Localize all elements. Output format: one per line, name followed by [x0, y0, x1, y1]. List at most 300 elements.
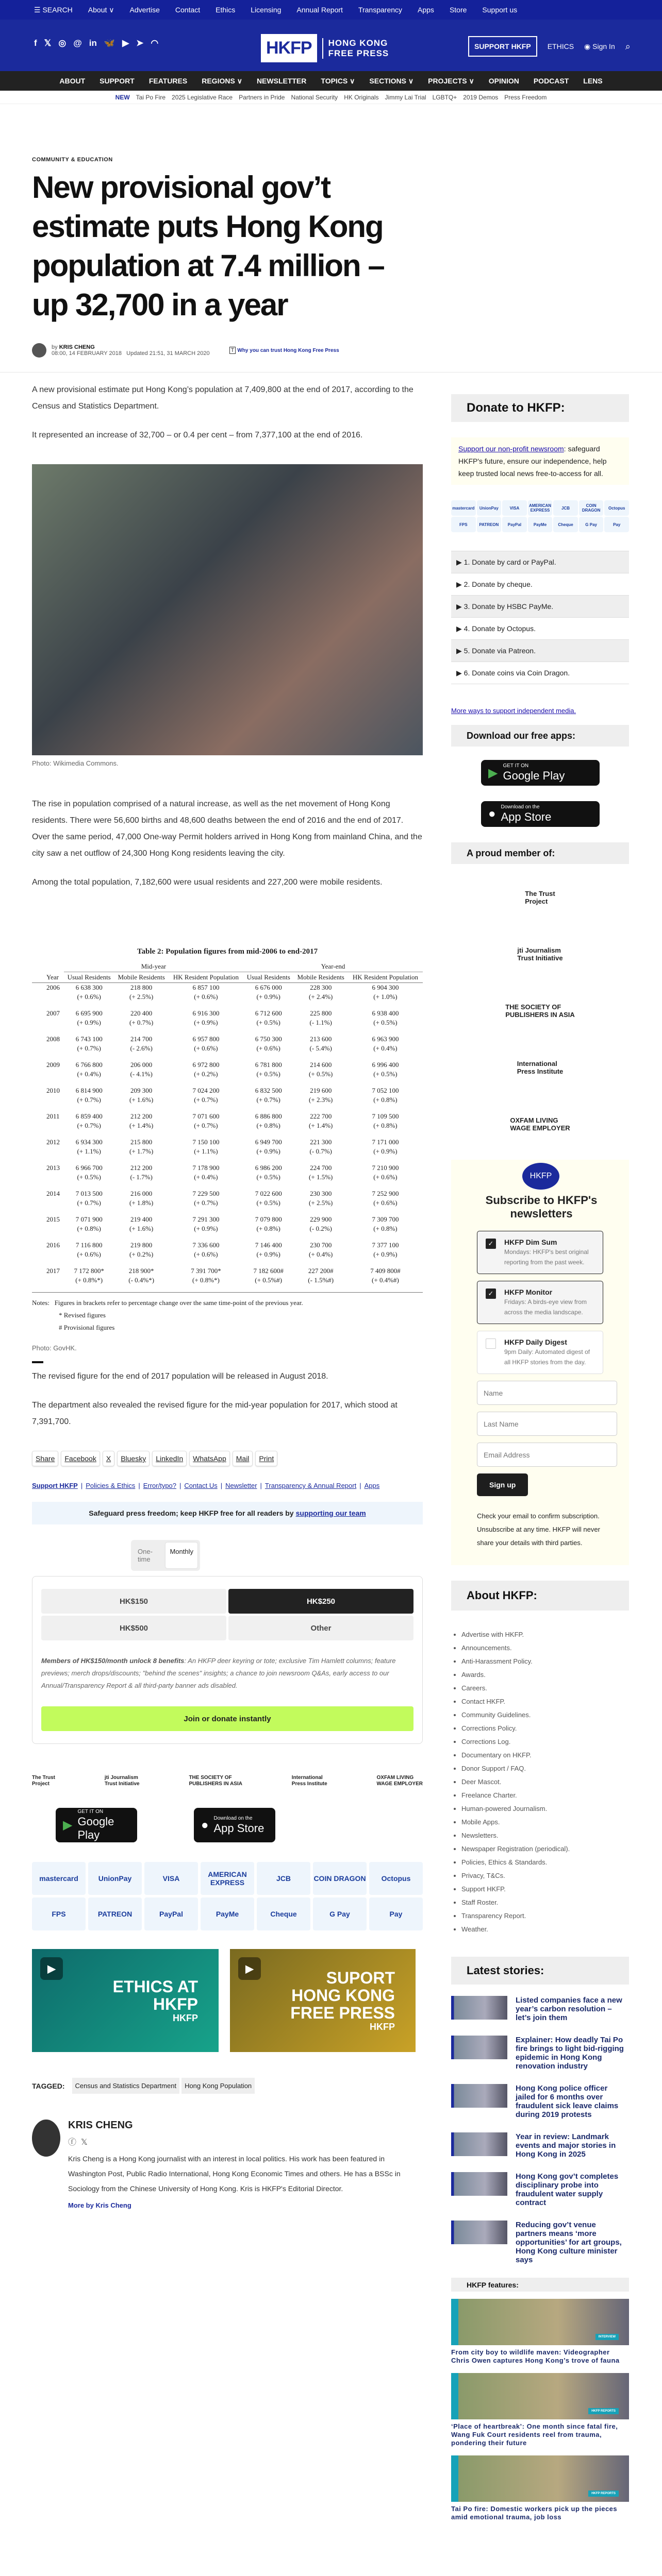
population-value: 7 229 500: [192, 1190, 220, 1197]
population-value: 7 172 800*: [74, 1267, 104, 1275]
membership-logo[interactable]: [505, 994, 575, 1028]
checkbox-checked[interactable]: ✓: [486, 1239, 496, 1249]
value-cell: [293, 1112, 347, 1138]
newsletter-name: HKFP Monitor: [504, 1288, 553, 1296]
year-cell: 2010: [46, 1087, 60, 1094]
about-link[interactable]: • Documentary on HKFP.: [461, 1749, 629, 1762]
percent-change: (+ 0.6%): [194, 1044, 218, 1052]
note: Figures in brackets refer to percentage change over the same time-point of the previous year.: [54, 1299, 303, 1307]
feature-item[interactable]: [451, 2299, 629, 2365]
payment-logo: VISA: [502, 500, 527, 516]
feature-image[interactable]: [451, 2373, 629, 2419]
trust-label: Why you can trust Hong Kong Free Press: [237, 348, 339, 353]
newsletter-option[interactable]: [477, 1231, 603, 1274]
footer-link[interactable]: Transparency & Annual Report: [264, 1482, 357, 1489]
year-cell: 2013: [46, 1164, 60, 1172]
percent-change: (+ 0.7%): [77, 1044, 101, 1052]
year-cell: 2008: [46, 1035, 60, 1043]
trending-link[interactable]: Tai Po Fire: [136, 93, 166, 101]
last-name-input[interactable]: [477, 1412, 617, 1436]
utility-link[interactable]: Ethics: [216, 5, 236, 14]
about-link[interactable]: • Newsletters.: [461, 1829, 629, 1842]
utility-link[interactable]: Support us: [482, 5, 518, 14]
donate-option[interactable]: [451, 551, 629, 573]
hkfp-logo[interactable]: [261, 34, 389, 62]
about-link[interactable]: • Awards.: [461, 1668, 629, 1682]
logo-line: Press Institute: [291, 1781, 327, 1787]
video-promo[interactable]: [230, 1949, 416, 2052]
column-header: HK Resident Population: [169, 972, 243, 983]
share-button[interactable]: Facebook: [61, 1451, 100, 1466]
population-value: 218 900*: [128, 1267, 154, 1275]
checkbox-checked[interactable]: ✓: [486, 1289, 496, 1299]
app-store-button[interactable]: [481, 801, 600, 827]
share-button[interactable]: Mail: [233, 1451, 253, 1466]
utility-link[interactable]: Licensing: [251, 5, 282, 14]
photo-caption: Photo: Wikimedia Commons.: [32, 759, 119, 767]
x-icon[interactable]: 𝕏: [44, 38, 52, 48]
article-photo: [32, 464, 423, 755]
membership-logos: [32, 1775, 423, 1787]
footer-link[interactable]: Error/typo?: [143, 1482, 177, 1489]
feature-image[interactable]: [451, 2455, 629, 2502]
table-row: [32, 1189, 423, 1215]
donation-frequency-tabs: [131, 1540, 200, 1571]
footer-link[interactable]: Newsletter: [225, 1482, 257, 1489]
story-title[interactable]: Listed companies face a new year’s carbon resolution – let’s join them: [516, 1996, 622, 2022]
email-input[interactable]: [477, 1443, 617, 1467]
trending-label: NEW: [115, 93, 130, 101]
value-cell: [114, 1138, 168, 1163]
population-value: 6 986 200: [255, 1164, 282, 1172]
footer-link[interactable]: Support HKFP: [32, 1482, 78, 1489]
name-input[interactable]: [477, 1381, 617, 1405]
population-value: 6 832 500: [255, 1087, 282, 1094]
value-cell: [348, 1266, 423, 1293]
more-ways-link[interactable]: More ways to support independent media.: [451, 707, 576, 715]
utility-link[interactable]: About ∨: [88, 5, 114, 14]
population-value: 7 079 800: [255, 1215, 282, 1223]
share-bar: [32, 1451, 423, 1466]
membership-logo[interactable]: [377, 1775, 423, 1787]
utility-link[interactable]: Transparency: [358, 5, 403, 14]
support-newsroom-link[interactable]: Support our non-profit newsroom: [458, 445, 564, 453]
about-link[interactable]: • Careers.: [461, 1682, 629, 1695]
share-button[interactable]: LinkedIn: [152, 1451, 187, 1466]
story-thumbnail[interactable]: [451, 2132, 507, 2156]
amount-option-other[interactable]: Other: [228, 1616, 413, 1640]
share-button[interactable]: Share: [32, 1451, 58, 1466]
about-link[interactable]: • Newspaper Registration (periodical).: [461, 1842, 629, 1856]
checkbox-unchecked[interactable]: [486, 1338, 496, 1349]
percent-change: (+ 0.9%): [373, 1147, 398, 1155]
membership-logo[interactable]: [510, 1107, 570, 1141]
value-cell: [169, 983, 243, 1009]
feature-item[interactable]: [451, 2373, 629, 2447]
about-link[interactable]: • Advertise with HKFP.: [461, 1628, 629, 1641]
sign-up-button[interactable]: Sign up: [477, 1473, 528, 1496]
story-item[interactable]: [451, 1996, 629, 2022]
percent-change: (+ 0.9%): [77, 1019, 101, 1026]
about-link[interactable]: • Mobile Apps.: [461, 1816, 629, 1829]
story-thumbnail[interactable]: [451, 2172, 507, 2196]
newsletter-desc: Fridays: A birds-eye view from across the media landscape.: [504, 1298, 587, 1316]
nav-item[interactable]: SECTIONS ∨: [369, 76, 414, 85]
payment-logo: PATREON: [477, 517, 502, 532]
logo-line: International: [517, 1060, 557, 1067]
threads-icon[interactable]: @: [73, 38, 82, 48]
support-team-link[interactable]: supporting our team: [295, 1509, 366, 1517]
membership-logo[interactable]: [105, 1775, 140, 1787]
feature-image[interactable]: [451, 2299, 629, 2345]
join-donate-button[interactable]: Join or donate instantly: [41, 1706, 413, 1731]
about-link[interactable]: • Staff Roster.: [461, 1896, 629, 1909]
population-table: [32, 961, 423, 1293]
search-icon[interactable]: ⌕: [625, 41, 631, 52]
about-link[interactable]: • Transparency Report.: [461, 1909, 629, 1923]
population-value: 218 800: [130, 984, 153, 991]
percent-change: (+ 1.0%): [373, 993, 398, 1001]
percent-change: (+ 0.2%): [129, 1250, 154, 1258]
membership-logo[interactable]: [517, 937, 562, 971]
share-button[interactable]: WhatsApp: [189, 1451, 230, 1466]
trending-link[interactable]: 2019 Demos: [463, 93, 499, 101]
feature-title[interactable]: From city boy to wildlife maven: Videographer Chris Owen captures Hong Kong’s trove of fauna: [451, 2348, 620, 2364]
about-link[interactable]: • Corrections Policy.: [461, 1722, 629, 1735]
about-link[interactable]: • Contact HKFP.: [461, 1695, 629, 1708]
about-link[interactable]: • Deer Mascot.: [461, 1775, 629, 1789]
value-cell: [348, 1241, 423, 1266]
story-title[interactable]: Explainer: How deadly Tai Po fire brings to light bid-rigging epidemic in Hong Kong renovation industry: [516, 2036, 624, 2071]
google-play-button[interactable]: [56, 1808, 137, 1842]
nav-item[interactable]: OPINION: [488, 77, 519, 85]
story-thumbnail[interactable]: [451, 2084, 507, 2108]
share-button[interactable]: X: [103, 1451, 114, 1466]
utility-link[interactable]: Contact: [175, 5, 201, 14]
membership-logo[interactable]: [32, 1775, 55, 1787]
column-header: Mobile Residents: [293, 972, 347, 983]
about-link[interactable]: • Corrections Log.: [461, 1735, 629, 1749]
author-name[interactable]: KRIS CHENG: [68, 2120, 133, 2131]
value-cell: [64, 1163, 114, 1189]
donate-option[interactable]: [451, 573, 629, 596]
footer-link[interactable]: Apps: [364, 1482, 380, 1489]
linkedin-icon[interactable]: in: [89, 38, 97, 48]
newsletter-option[interactable]: [477, 1281, 603, 1324]
share-button[interactable]: Bluesky: [117, 1451, 150, 1466]
latest-heading: Latest stories:: [451, 1957, 629, 1985]
badge-small-text: GET IT ON: [503, 763, 529, 769]
table-caption: Photo: GovHK.: [32, 1344, 77, 1352]
percent-change: (+ 1.7%): [129, 1147, 154, 1155]
about-link[interactable]: • Community Guidelines.: [461, 1708, 629, 1722]
video-promo[interactable]: [32, 1949, 219, 2052]
support-text: : safeguard HKFP's future, ensure our independence, help keep trusted local news free-to-access for all.: [458, 445, 607, 478]
author-box: [32, 2120, 423, 2209]
population-value: 6 638 300: [75, 984, 103, 991]
story-item[interactable]: [451, 2172, 629, 2207]
story-item[interactable]: [451, 2132, 629, 2159]
instagram-icon[interactable]: ◎: [58, 38, 67, 48]
about-link[interactable]: • Anti-Harassment Policy.: [461, 1655, 629, 1668]
more-by-author-link[interactable]: More by Kris Cheng: [68, 2201, 131, 2209]
story-thumbnail[interactable]: [451, 2221, 507, 2244]
donate-option[interactable]: [451, 618, 629, 640]
member-heading: A proud member of:: [451, 842, 629, 864]
value-cell: [243, 1138, 294, 1163]
payment-logo: UnionPay: [477, 500, 502, 516]
utility-link[interactable]: Annual Report: [296, 5, 343, 14]
article-category[interactable]: COMMUNITY & EDUCATION: [32, 157, 113, 163]
trending-link[interactable]: Press Freedom: [504, 93, 547, 101]
nav-item[interactable]: PROJECTS ∨: [428, 76, 474, 85]
population-value: 230 300: [310, 1190, 332, 1197]
nav-item[interactable]: PODCAST: [533, 77, 569, 85]
percent-change: (+ 0.5%): [309, 1070, 333, 1078]
nav-item[interactable]: LENS: [583, 77, 603, 85]
value-cell: [169, 1163, 243, 1189]
updated-date: Updated 21:51, 31 MARCH 2020: [126, 350, 210, 357]
value-cell: [293, 1163, 347, 1189]
utility-link[interactable]: Apps: [418, 5, 434, 14]
percent-change: (+ 0.5%): [77, 1173, 101, 1181]
trending-link[interactable]: LGBTQ+: [432, 93, 457, 101]
facebook-icon[interactable]: f: [34, 38, 37, 48]
col-year: Year: [32, 972, 64, 983]
badge-text: Google Play: [77, 1815, 114, 1841]
nav-item[interactable]: ABOUT: [59, 77, 86, 85]
story-thumbnail[interactable]: [451, 2036, 507, 2059]
story-title[interactable]: Hong Kong gov’t completes disciplinary probe into fraudulent water supply contract: [516, 2172, 619, 2207]
population-value: 7 146 400: [255, 1241, 282, 1249]
video-subtitle: HKFP: [370, 2021, 395, 2032]
top-utility-bar: [0, 0, 662, 20]
percent-change: (+ 0.8%): [373, 1225, 398, 1232]
value-cell: [348, 1035, 423, 1060]
percent-change: (+ 0.8%*): [192, 1276, 220, 1284]
ethics-link[interactable]: ETHICS: [547, 42, 574, 50]
about-link[interactable]: • Freelance Charter.: [461, 1789, 629, 1802]
membership-logo[interactable]: [525, 880, 555, 914]
percent-change: (- 0.4%*): [128, 1276, 155, 1284]
membership-logo[interactable]: [292, 1775, 327, 1787]
story-thumbnail[interactable]: [451, 1996, 507, 2020]
expand-triangle-icon: ▶: [456, 646, 464, 655]
nav-item[interactable]: FEATURES: [148, 77, 188, 85]
donate-option[interactable]: [451, 662, 629, 684]
population-value: 224 700: [310, 1164, 332, 1172]
trending-link[interactable]: Jimmy Lai Trial: [385, 93, 426, 101]
story-title[interactable]: Year in review: Landmark events and major stories in Hong Kong in 2025: [516, 2132, 616, 2159]
amount-option[interactable]: HK$150: [41, 1589, 226, 1614]
percent-change: (+ 1.4%): [309, 1122, 333, 1129]
about-link[interactable]: • Donor Support / FAQ.: [461, 1762, 629, 1775]
population-value: 7 171 000: [372, 1138, 399, 1146]
population-value: 6 938 400: [372, 1009, 399, 1017]
story-item[interactable]: [451, 2221, 629, 2264]
year-cell: 2012: [46, 1138, 60, 1146]
payment-logo: Octopus: [369, 1862, 423, 1895]
percent-change: (+ 2.4%): [309, 993, 333, 1001]
population-value: 6 743 100: [75, 1035, 103, 1043]
google-play-button[interactable]: [481, 760, 600, 786]
donate-option[interactable]: [451, 640, 629, 662]
population-value: 228 300: [310, 984, 332, 991]
trending-link[interactable]: 2025 Legislative Race: [172, 93, 233, 101]
value-cell: [243, 1009, 294, 1035]
story-item[interactable]: [451, 2036, 629, 2071]
feature-title[interactable]: Tai Po fire: Domestic workers pick up the pieces amid emotional trauma, job loss: [451, 2505, 618, 2521]
logo-line: THE SOCIETY OF: [505, 1003, 561, 1011]
rss-icon[interactable]: ◠: [151, 38, 159, 48]
payment-logo: FPS: [32, 1897, 86, 1930]
value-cell: [348, 1215, 423, 1241]
nav-item[interactable]: REGIONS ∨: [202, 76, 242, 85]
app-store-button[interactable]: [194, 1808, 275, 1842]
membership-logo[interactable]: [189, 1775, 242, 1787]
newsletter-desc: Mondays: HKFP's best original reporting from the past week.: [504, 1248, 589, 1266]
article-column: [32, 157, 423, 2209]
nav-item[interactable]: NEWSLETTER: [256, 77, 307, 85]
search-menu-button[interactable]: ☰ SEARCH: [34, 5, 73, 14]
population-value: 227 200#: [308, 1267, 334, 1275]
utility-link[interactable]: Store: [449, 5, 467, 14]
population-value: 7 409 800#: [370, 1267, 401, 1275]
donate-option[interactable]: [451, 596, 629, 618]
about-link[interactable]: • Privacy, T&Cs.: [461, 1869, 629, 1883]
payment-logo: PATREON: [88, 1897, 142, 1930]
author-avatar: [32, 343, 46, 358]
footer-link[interactable]: Policies & Ethics: [86, 1482, 136, 1489]
tag-link[interactable]: Census and Statistics Department: [72, 2078, 180, 2094]
tag-link[interactable]: Hong Kong Population: [181, 2078, 255, 2094]
video-title: SUPORT HONG KONG FREE PRESS: [290, 1968, 395, 2022]
percent-change: (+ 0.6%): [373, 1199, 398, 1207]
nav-item[interactable]: SUPPORT: [100, 77, 135, 85]
percent-change: (- 4.1%): [130, 1070, 153, 1078]
amount-option[interactable]: HK$500: [41, 1616, 226, 1640]
article-title: New provisional gov’t estimate puts Hong Kong population at 7.4 million – up 32,700 in a year: [32, 170, 384, 322]
utility-link[interactable]: Advertise: [129, 5, 160, 14]
value-cell: [293, 1241, 347, 1266]
play-icon[interactable]: ▶: [40, 1957, 63, 1980]
membership-logo[interactable]: [517, 1050, 564, 1084]
badge-small-text: Download on the: [501, 804, 540, 810]
population-value: 6 781 800: [255, 1061, 282, 1069]
benefits-heading: Members of HK$150/month unlock 8 benefits: [41, 1657, 185, 1665]
payment-logo: VISA: [144, 1862, 198, 1895]
value-cell: [169, 1138, 243, 1163]
population-table-image: [32, 947, 423, 1334]
about-link[interactable]: • Policies, Ethics & Standards.: [461, 1856, 629, 1869]
population-value: 7 309 700: [372, 1215, 399, 1223]
value-cell: [64, 1060, 114, 1086]
trending-link[interactable]: National Security: [291, 93, 338, 101]
facebook-icon[interactable]: ⓕ: [68, 2138, 77, 2147]
percent-change: (+ 0.4%): [77, 1070, 101, 1078]
tab-monthly[interactable]: Monthly: [166, 1543, 197, 1568]
paragraph: The rise in population comprised of a natural increase, as well as the net movement of Hong Kong residents. There were 56,600 births and 48,600 deaths between the end of 2016 and the end of 2017. Over the same period, 47,000 One-way Permit holders arrived in Hong Kong from mainland China, and the city saw a net outflow of 24,300 Hong Kong residents leaving the city.: [32, 800, 422, 858]
population-value: 7 210 900: [372, 1164, 399, 1172]
story-item[interactable]: [451, 2084, 629, 2119]
telegram-icon[interactable]: ➤: [136, 38, 144, 48]
payment-logo: AMERICAN EXPRESS: [528, 500, 553, 516]
feature-item[interactable]: [451, 2455, 629, 2521]
population-value: 219 600: [310, 1087, 332, 1094]
value-cell: [243, 1241, 294, 1266]
nav-item[interactable]: TOPICS ∨: [321, 76, 355, 85]
percent-change: (+ 1.1%): [77, 1147, 101, 1155]
percent-change: (+ 0.6%): [194, 1250, 218, 1258]
value-cell: [64, 1215, 114, 1241]
support-hkfp-button[interactable]: SUPPORT HKFP: [468, 36, 537, 57]
x-icon[interactable]: 𝕏: [80, 2138, 88, 2147]
logo-line: jti Journalism: [517, 946, 561, 954]
about-link[interactable]: • Support HKFP.: [461, 1883, 629, 1896]
benefits-text: : An HKFP deer keyring or tote; exclusive Tim Hamlett columns; feature previews; merch drops/discounts; "behind the scenes" insights; a chance to join newsroom Q&As, early access to our Annual/Transparency Report & all third-party banner ads disabled.: [41, 1657, 396, 1689]
percent-change: (+ 0.2%): [194, 1070, 218, 1078]
population-value: 212 200: [130, 1112, 153, 1120]
amount-option-selected[interactable]: HK$250: [228, 1589, 413, 1614]
population-value: 216 000: [130, 1190, 153, 1197]
payment-logo: mastercard: [451, 500, 476, 516]
value-cell: [293, 1189, 347, 1215]
tab-one-time[interactable]: One-time: [138, 1548, 153, 1563]
logo-line: Project: [525, 897, 548, 905]
value-cell: [293, 1215, 347, 1241]
about-link[interactable]: • Weather.: [461, 1923, 629, 1936]
value-cell: [114, 1112, 168, 1138]
bluesky-icon[interactable]: 🦋: [104, 38, 115, 48]
payment-logo: JCB: [553, 500, 578, 516]
support-blurb: [451, 437, 629, 485]
population-value: 7 252 900: [372, 1190, 399, 1197]
byline: [32, 343, 423, 358]
percent-change: (+ 0.5%): [373, 1070, 398, 1078]
population-value: 6 859 400: [75, 1112, 103, 1120]
value-cell: [64, 983, 114, 1009]
badge-small-text: Download on the: [213, 1815, 253, 1821]
share-button[interactable]: Print: [255, 1451, 277, 1466]
about-link[interactable]: • Announcements.: [461, 1641, 629, 1655]
google-play-icon: ▶: [488, 766, 498, 780]
trending-link[interactable]: HK Originals: [344, 93, 379, 101]
youtube-icon[interactable]: ▶: [122, 38, 129, 48]
story-title[interactable]: Reducing gov’t venue partners means ‘more opportunities’ for art groups, Hong Kong culture minister says: [516, 2221, 622, 2264]
newsletter-option[interactable]: [477, 1331, 603, 1374]
sign-in-link[interactable]: [584, 42, 615, 51]
percent-change: (+ 1.8%): [129, 1199, 154, 1207]
percent-change: (+ 1.6%): [129, 1225, 154, 1232]
author-link[interactable]: KRIS CHENG: [59, 344, 95, 350]
story-title[interactable]: Hong Kong police officer jailed for 6 months over fraudulent sick leave claims during 2019 protests: [516, 2084, 619, 2119]
play-icon[interactable]: ▶: [238, 1957, 261, 1980]
percent-change: (+ 0.5%): [256, 1070, 280, 1078]
population-value: 212 200: [130, 1164, 153, 1172]
about-link[interactable]: • Human-powered Journalism.: [461, 1802, 629, 1816]
trending-link[interactable]: Partners in Pride: [239, 93, 285, 101]
percent-change: (+ 0.8%): [256, 1225, 280, 1232]
footer-link[interactable]: Contact Us: [184, 1482, 218, 1489]
payment-logo: COIN DRAGON: [313, 1862, 367, 1895]
logo-line: Trust Initiative: [517, 954, 563, 962]
percent-change: (+ 0.4%#): [372, 1276, 399, 1284]
feature-title[interactable]: ‘Place of heartbreak’: One month since fatal fire, Wang Fuk Court residents reel from trauma, pondering their future: [451, 2422, 618, 2447]
value-cell: [114, 1241, 168, 1266]
percent-change: (+ 0.6%): [373, 1173, 398, 1181]
trust-link[interactable]: [229, 347, 339, 353]
logo-name-line1: HONG KONG: [328, 38, 388, 48]
